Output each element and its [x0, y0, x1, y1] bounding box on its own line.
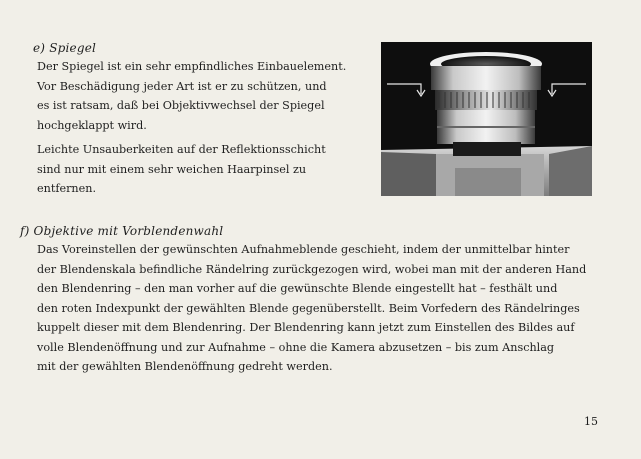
section-f-paragraph	[37, 240, 597, 377]
text-line: den roten Indexpunkt der gewählten Blende gegenüberstellt. Beim Vorfedern des Rändelringes	[37, 301, 580, 315]
section-e-paragraph-1	[37, 57, 366, 135]
camera-mirror-photo	[381, 42, 592, 196]
text-line: entfernen.	[37, 182, 97, 195]
section-e-paragraph-2	[37, 140, 366, 199]
section-f-heading: f) Objektive mit Vorblendenwahl	[20, 224, 224, 238]
text-line: volle Blendenöffnung und zur Aufnahme – ohne die Kamera abzusetzen – bis zum Anschlag	[37, 340, 555, 354]
text-line: der Blendenskala befindliche Rändelring zurückgezogen wird, wobei man mit der anderen Hand	[37, 262, 587, 276]
text-line: sind nur mit einem sehr weichen Haarpinsel zu	[37, 162, 307, 176]
text-line: Das Voreinstellen der gewünschten Aufnahmeblende geschieht, indem der unmittelbar hinter	[37, 243, 570, 256]
text-line: hochgeklappt wird.	[37, 118, 147, 132]
text-line: kuppelt dieser mit dem Blendenring. Der Blendenring kann jetzt zum Einstellen des Bildes auf	[37, 321, 575, 334]
text-line: Der Spiegel ist ein sehr empfindliches Einbauelement.	[37, 60, 347, 73]
text-line: Vor Beschädigung jeder Art ist er zu schützen, und	[37, 79, 327, 93]
text-line: es ist ratsam, daß bei Objektivwechsel der Spiegel	[37, 99, 325, 112]
section-e-heading: e) Spiegel	[33, 41, 97, 55]
text-line: mit der gewählten Blendenöffnung gedreht werden.	[37, 360, 333, 373]
text-line: Leichte Unsauberkeiten auf der Reflektionsschicht	[37, 143, 326, 156]
page-number: 15	[584, 415, 598, 428]
camera-lens-illustration	[381, 42, 592, 196]
text-line: den Blendenring – den man vorher auf die gewünschte Blende eingestellt hat – festhält und	[37, 282, 558, 295]
